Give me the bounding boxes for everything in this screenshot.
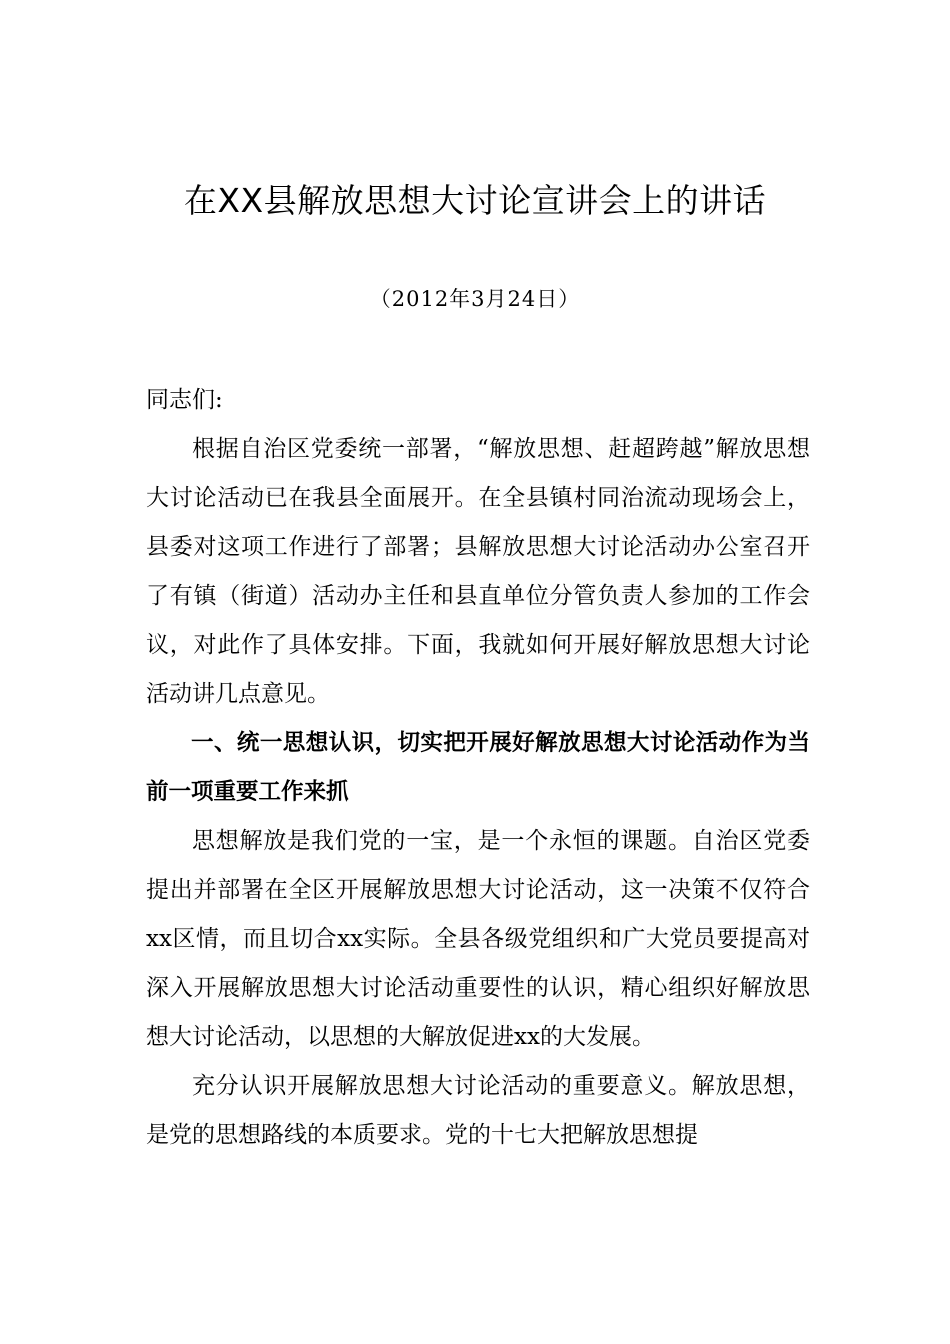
section-heading-1: 一、统一思想认识，切实把开展好解放思想大讨论活动作为当前一项重要工作来抓 (146, 730, 810, 805)
salutation: 同志们: (146, 387, 223, 413)
paragraph-section-2: 充分认识开展解放思想大讨论活动的重要意义。解放思想，是党的思想路线的本质要求。党的十七大把解放思想提 (146, 1073, 810, 1148)
document-body (146, 376, 810, 1160)
document-title: 在XX县解放思想大讨论宣讲会上的讲话 (183, 181, 767, 220)
paragraph-intro: 根据自治区党委统一部署，“解放思想、赶超跨越”解放思想大讨论活动已在我县全面展开。在全县镇村同治流动现场会上，县委对这项工作进行了部署；县解放思想大讨论活动办公室召开了有镇（街道）活动办主任和县直单位分管负责人参加的工作会议，对此作了具体安排。下面，我就如何开展好解放思想大讨论活动讲几点意见。 (146, 436, 810, 707)
document-date: （2012年3月24日） (369, 287, 581, 311)
paragraph-section-1: 思想解放是我们党的一宝，是一个永恒的课题。自治区党委提出并部署在全区开展解放思想大讨论活动，这一决策不仅符合xx区情，而且切合xx实际。全县各级党组织和广大党员要提高对深入开展解放思想大讨论活动重要性的认识，精心组织好解放思想大讨论活动，以思想的大解放促进xx的大发展。 (146, 828, 810, 1050)
